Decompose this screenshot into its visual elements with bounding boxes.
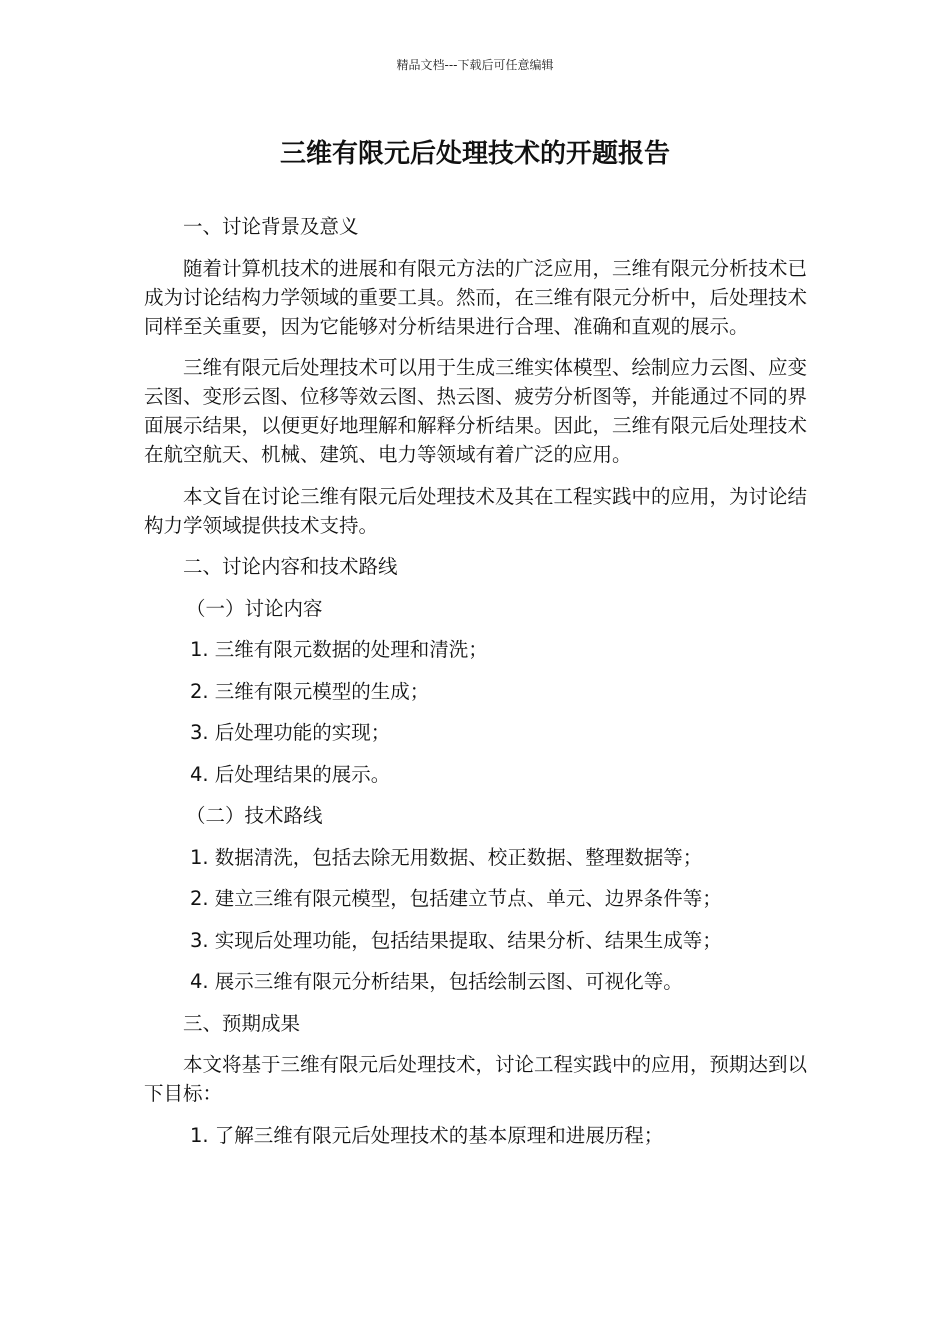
route-list-item: 1. 数据清洗，包括去除无用数据、校正数据、整理数据等；: [190, 845, 703, 869]
paragraph-background-1: 随着计算机技术的进展和有限元方法的广泛应用，三维有限元分析技术已成为讨论结构力学领域的重要工具。然而，在三维有限元分析中，后处理技术同样至关重要，因为它能够对分析结果进行合理、准确和直观的展示。: [144, 256, 808, 338]
route-list-item: 4. 展示三维有限元分析结果，包括绘制云图、可视化等。: [190, 970, 683, 993]
route-list-item: 2. 建立三维有限元模型，包括建立节点、单元、边界条件等；: [190, 887, 722, 910]
paragraph-background-3: 本文旨在讨论三维有限元后处理技术及其在工程实践中的应用，为讨论结构力学领域提供技术支持。: [144, 484, 808, 537]
subsection-heading-content: （一）讨论内容: [186, 596, 323, 620]
content-list-item: 2. 三维有限元模型的生成；: [190, 679, 430, 703]
paragraph-outcomes: 本文将基于三维有限元后处理技术，讨论工程实践中的应用，预期达到以下目标：: [144, 1053, 808, 1105]
content-list-item: 4. 后处理结果的展示。: [190, 762, 391, 786]
content-list-item: 3. 后处理功能的实现；: [190, 721, 391, 744]
route-list-item: 3. 实现后处理功能，包括结果提取、结果分析、结果生成等；: [190, 928, 722, 952]
section-heading-outcomes: 三、预期成果: [183, 1011, 301, 1035]
subsection-heading-route: （二）技术路线: [186, 804, 323, 827]
document-title: 三维有限元后处理技术的开题报告: [279, 139, 670, 169]
section-heading-content: 二、讨论内容和技术路线: [183, 555, 398, 578]
paragraph-background-2: 三维有限元后处理技术可以用于生成三维实体模型、绘制应力云图、应变云图、变形云图、位移等效云图、热云图、疲劳分析图等，并能通过不同的界面展示结果，以便更好地理解和解释分析结果。因此，三维有限元后处理技术在航空航天、机械、建筑、电力等领域有着广泛的应用。: [144, 356, 808, 466]
document-body: [144, 212, 808, 1162]
section-heading-background: 一、讨论背景及意义: [183, 215, 359, 238]
content-list-item: 1. 三维有限元数据的处理和清洗；: [190, 638, 488, 661]
page-header-caption: 精品文档---下载后可任意编辑: [396, 58, 554, 72]
outcome-list-item: 1. 了解三维有限元后处理技术的基本原理和进展历程；: [190, 1123, 664, 1147]
